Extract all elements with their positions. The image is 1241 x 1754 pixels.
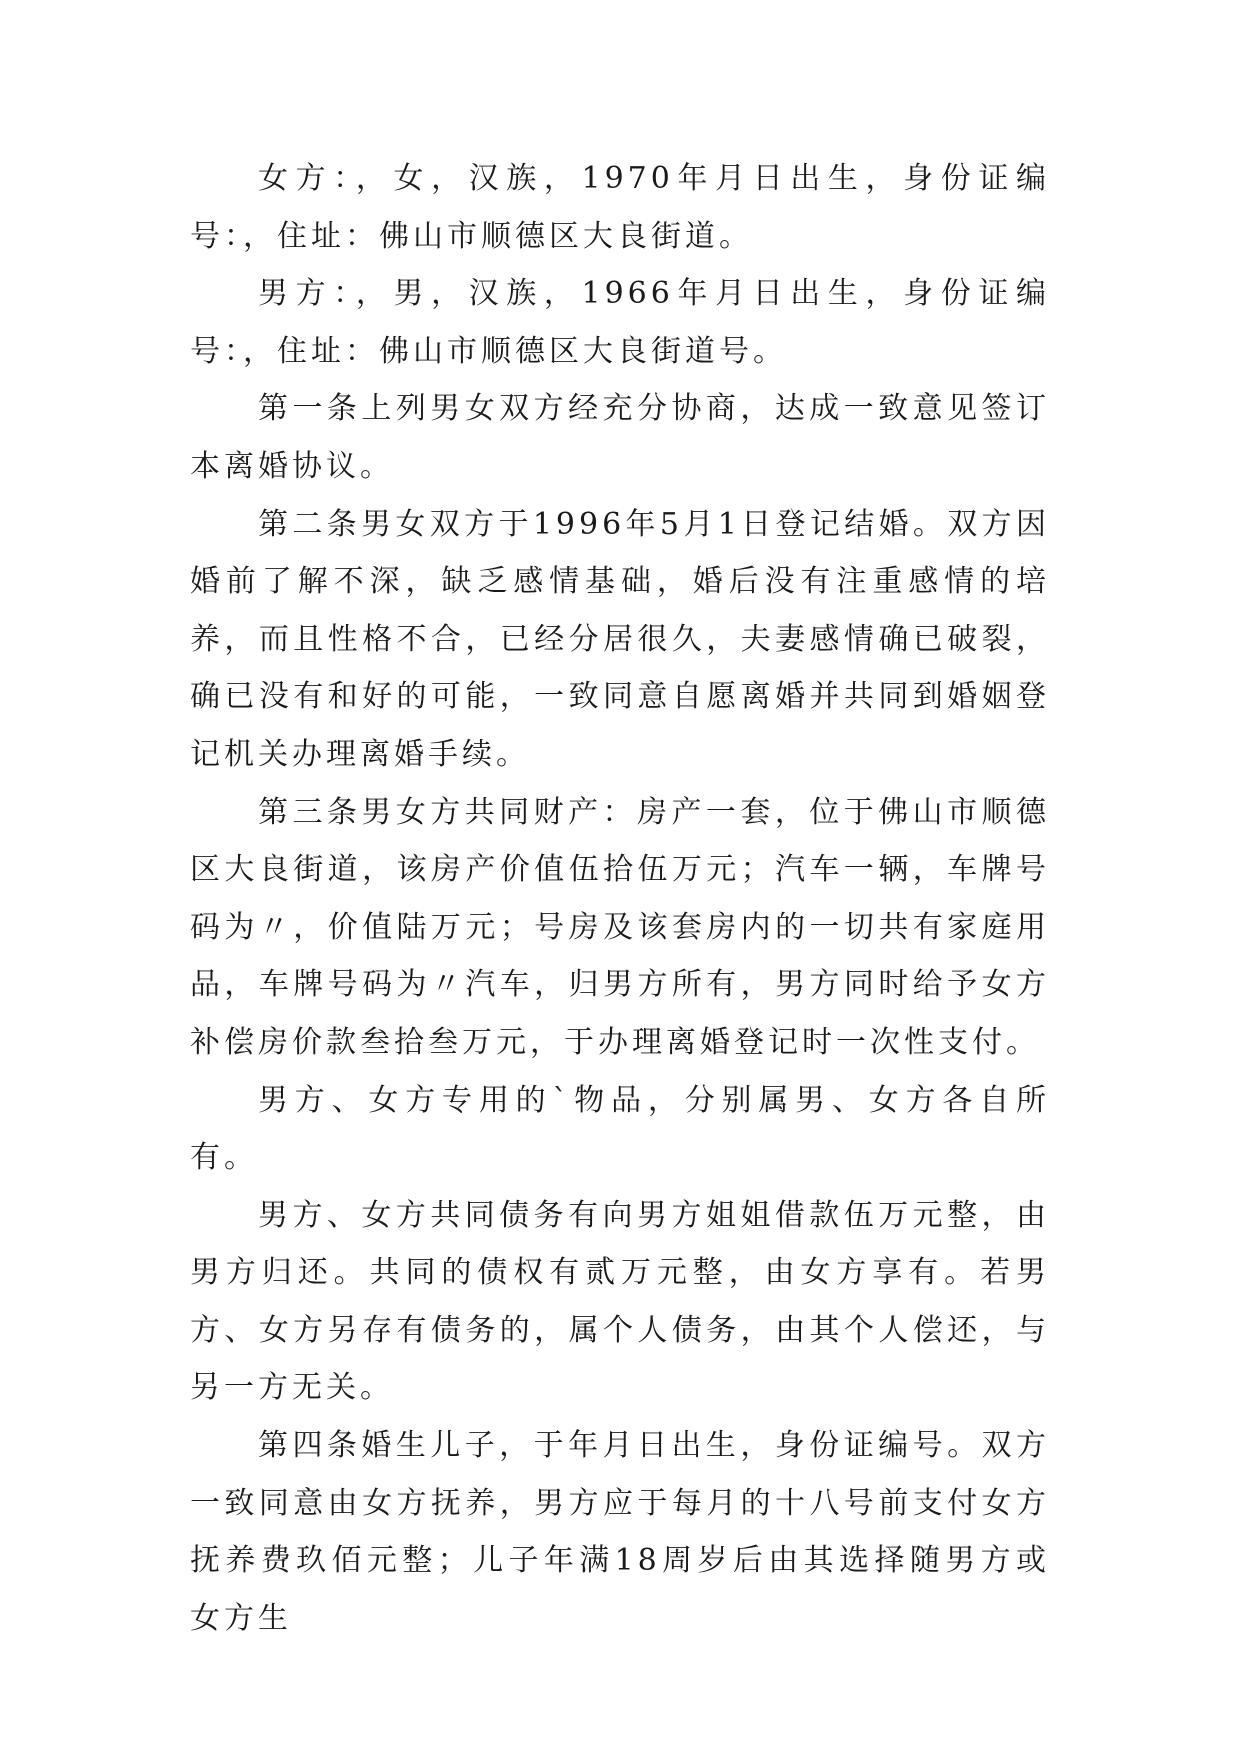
agreement-body <box>190 150 1050 1647</box>
paragraph-debts: 男方、女方共同债务有向男方姐姐借款伍万元整，由男方归还。共同的债权有贰万元整，由女方享有。若男方、女方另存有债务的，属个人债务，由其个人偿还，与另一方无关。 <box>190 1197 1050 1406</box>
paragraph-personal-items: 男方、女方专用的`物品，分别属男、女方各自所有。 <box>190 1082 1050 1176</box>
paragraph-article-4: 第四条婚生儿子，于年月日出生，身份证编号。双方一致同意由女方抚养，男方应于每月的十八号前支付女方抚养费玖佰元整；儿子年满18周岁后由其选择随男方或女方生 <box>190 1428 1050 1636</box>
paragraph-article-1: 第一条上列男女双方经充分协商，达成一致意见签订本离婚协议。 <box>190 391 1050 484</box>
paragraph-article-2: 第二条男女双方于1996年5月1日登记结婚。双方因婚前了解不深，缺乏感情基础，婚后没有注重感情的培养，而且性格不合，已经分居很久，夫妻感情确已破裂，确已没有和好的可能，一致同意自愿离婚并共同到婚姻登记机关办理离婚手续。 <box>190 506 1050 772</box>
paragraph-article-3: 第三条男女方共同财产：房产一套，位于佛山市顺德区大良街道，该房产价值伍拾伍万元；汽车一辆，车牌号码为〃，价值陆万元；号房及该套房内的一切共有家庭用品，车牌号码为〃汽车，归男方所有，男方同时给予女方补偿房价款叁拾叁万元，于办理离婚登记时一次性支付。 <box>190 794 1050 1060</box>
paragraph-husband-info: 男方：，男，汉族，1966年月日出生，身份证编号：，住址：佛山市顺德区大良街道号。 <box>190 276 1050 369</box>
paragraph-wife-info: 女方：，女，汉族，1970年月日出生，身份证编号：，住址：佛山市顺德区大良街道。 <box>190 161 1050 254</box>
